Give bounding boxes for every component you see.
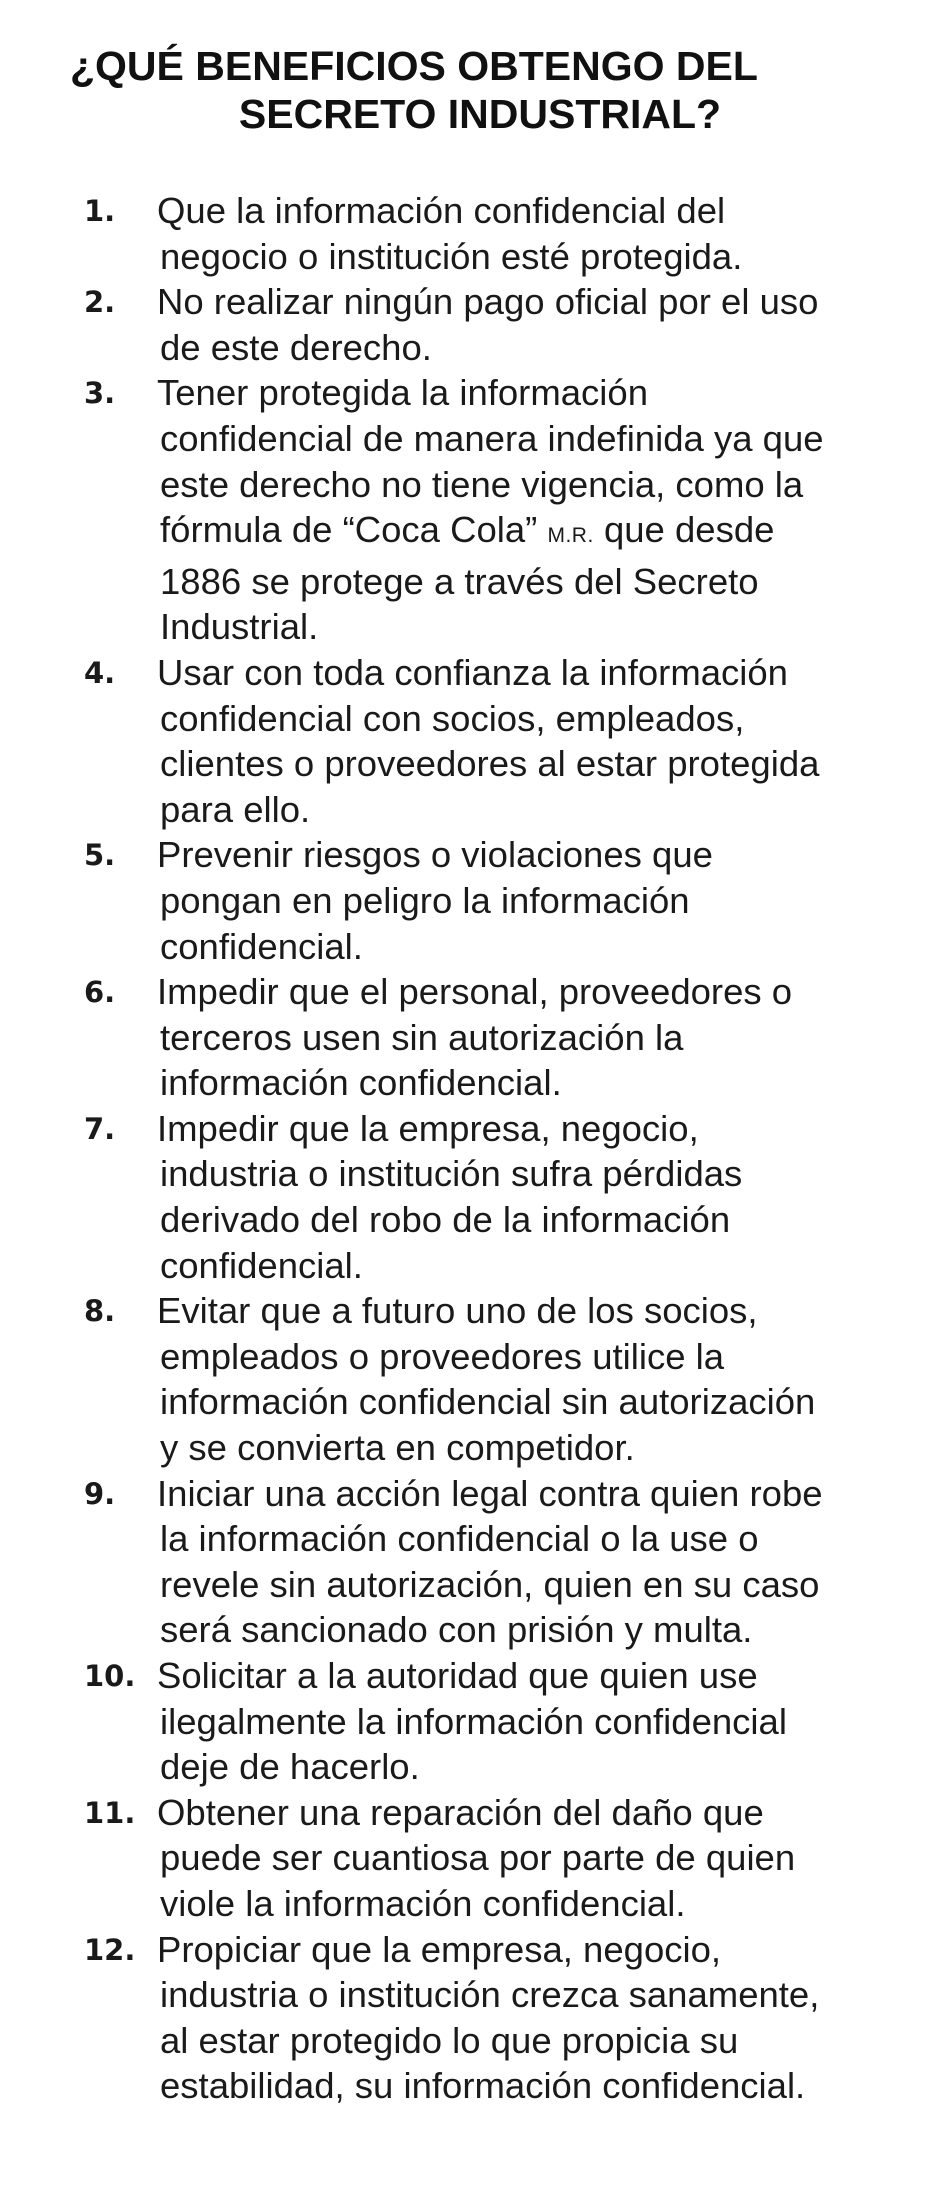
item-text (0, 1106, 890, 1288)
item-text-segment: Iniciar una acción legal contra quien robe (157, 1472, 823, 1514)
item-text-segment: Impedir que la empresa, negocio, (157, 1107, 699, 1149)
item-text-line (157, 1790, 890, 1836)
item-text-segment: confidencial. (160, 1244, 363, 1286)
list-item (0, 650, 944, 832)
item-text-line (160, 604, 890, 650)
item-text-segment: información confidencial sin autorización (160, 1381, 816, 1423)
list-item (0, 1927, 944, 2109)
item-text-segment: estabilidad, su información confidencial. (160, 2065, 806, 2107)
item-text-line (157, 1927, 890, 1973)
item-text-segment: Usar con toda confianza la información (157, 651, 788, 693)
item-text-line (160, 2063, 890, 2109)
item-text (0, 370, 890, 650)
page-title (70, 42, 890, 138)
item-text-segment: clientes o proveedores al estar protegida (160, 743, 820, 785)
item-text-segment: Solicitar a la autoridad que quien use (157, 1655, 758, 1696)
item-text-segment: 1886 se protege a través del Secreto (160, 560, 759, 602)
item-text-line (160, 1243, 890, 1289)
title-line-2: SECRETO INDUSTRIAL? (238, 91, 722, 137)
list-item (0, 832, 944, 969)
item-text-line (157, 1471, 890, 1517)
item-text (0, 969, 890, 1106)
item-text-segment: al estar protegido lo que propicia su (160, 2019, 739, 2061)
item-text-segment: que desde (593, 509, 775, 551)
item-text-segment: industria o institución crezca sanamente, (160, 1974, 820, 2016)
item-text-segment: confidencial de manera indefinida ya que (160, 417, 824, 459)
item-text-line (160, 741, 890, 787)
item-text-segment: información confidencial. (160, 1062, 562, 1104)
item-text-line (157, 1653, 890, 1699)
item-text-segment: Tener protegida la información (157, 372, 649, 414)
item-text-segment: confidencial. (160, 925, 363, 967)
item-text-line (157, 832, 890, 878)
list-item (0, 1288, 944, 1470)
item-text-line (160, 1151, 890, 1197)
item-text-segment: para ello. (160, 788, 311, 830)
item-text (0, 832, 890, 969)
item-text-segment: pongan en peligro la información (160, 879, 690, 921)
item-text-segment: Evitar que a futuro uno de los socios, (157, 1290, 758, 1332)
item-number: 9. (84, 1476, 116, 1511)
item-text-line (160, 696, 890, 742)
item-text (0, 188, 890, 279)
item-text-line (160, 1425, 890, 1471)
item-text-line (160, 234, 890, 280)
item-text-segment: Industrial. (160, 606, 319, 648)
item-text-segment: Que la información confidencial del (157, 190, 726, 231)
item-text-segment: empleados o proveedores utilice la (160, 1335, 725, 1377)
item-text-line (157, 188, 890, 234)
item-text-segment: confidencial con socios, empleados, (160, 697, 745, 739)
item-text-line (160, 1334, 890, 1380)
item-text-segment: y se convierta en competidor. (160, 1427, 635, 1469)
item-number: 8. (84, 1294, 116, 1329)
item-text-line (160, 1060, 890, 1106)
item-text-segment: deje de hacerlo. (160, 1746, 420, 1788)
item-text-line (160, 1881, 890, 1927)
item-number: 2. (84, 285, 116, 320)
item-text-line (157, 370, 890, 416)
item-text-line (160, 1379, 890, 1425)
item-text (0, 650, 890, 832)
item-number: 4. (84, 655, 116, 690)
benefits-list (0, 188, 944, 2109)
item-text-segment: de este derecho. (160, 326, 432, 368)
item-text (0, 279, 890, 370)
item-text-line (160, 1699, 890, 1745)
item-text-line (160, 1015, 890, 1061)
item-text-line (160, 787, 890, 833)
item-text-line (160, 924, 890, 970)
item-number: 10. (84, 1659, 136, 1693)
item-text-segment: Propiciar que la empresa, negocio, (157, 1928, 722, 1970)
item-text-segment: este derecho no tiene vigencia, como la (160, 463, 804, 505)
item-text-line (157, 1106, 890, 1152)
item-text-segment: será sancionado con prisión y multa. (160, 1609, 753, 1651)
list-item (0, 969, 944, 1106)
item-text-line (160, 1744, 890, 1790)
item-text-segment: puede ser cuantiosa por parte de quien (160, 1837, 796, 1879)
item-text-line (160, 325, 890, 371)
list-item (0, 188, 944, 279)
item-text-line (160, 1516, 890, 1562)
item-text-line (160, 2018, 890, 2064)
list-item (0, 1471, 944, 1653)
item-text-segment: ilegalmente la información confidencial (160, 1700, 787, 1742)
item-number: 1. (84, 194, 116, 228)
trademark-mark: M.R. (547, 524, 594, 548)
item-text-line (160, 1835, 890, 1881)
title-line-1: ¿QUÉ BENEFICIOS OBTENGO DEL (70, 43, 758, 89)
item-text-line (157, 279, 890, 325)
list-item (0, 279, 944, 370)
item-text-line (160, 1972, 890, 2018)
item-text-line (160, 878, 890, 924)
item-text-segment: fórmula de “Coca Cola” (160, 509, 538, 551)
item-text-segment: revele sin autorización, quien en su caso (160, 1563, 820, 1605)
item-text-segment: derivado del robo de la información (160, 1199, 731, 1241)
list-item (0, 1790, 944, 1927)
item-text-line (157, 1288, 890, 1334)
item-text-segment: industria o institución sufra pérdidas (160, 1153, 743, 1195)
item-text-line (160, 416, 890, 462)
item-number: 5. (84, 838, 116, 873)
item-text-segment: Obtener una reparación del daño que (157, 1791, 764, 1833)
item-text (0, 1471, 890, 1653)
item-text-segment: Prevenir riesgos o violaciones que (157, 834, 713, 876)
item-text-segment: No realizar ningún pago oficial por el uso (157, 281, 819, 323)
item-text (0, 1288, 890, 1470)
item-text-line (160, 1197, 890, 1243)
item-text-segment: terceros usen sin autorización la (160, 1016, 684, 1058)
list-item (0, 370, 944, 650)
item-text-line (160, 1562, 890, 1608)
item-number: 3. (84, 376, 116, 411)
list-item (0, 1653, 944, 1790)
item-text-line (160, 559, 890, 605)
item-text-line (157, 969, 890, 1015)
item-number: 11. (84, 1795, 136, 1830)
item-text-segment: la información confidencial o la use o (160, 1518, 759, 1560)
item-number: 7. (84, 1111, 116, 1146)
item-text-line (160, 1607, 890, 1653)
item-text-line (160, 462, 890, 508)
item-text-segment: viole la información confidencial. (160, 1882, 686, 1924)
item-text-line (160, 507, 890, 559)
list-item (0, 1106, 944, 1288)
item-text-line (157, 650, 890, 696)
item-number: 12. (84, 1932, 136, 1967)
item-text-segment: Impedir que el personal, proveedores o (157, 971, 793, 1013)
item-number: 6. (84, 975, 116, 1010)
item-text-segment: negocio o institución esté protegida. (160, 235, 743, 277)
